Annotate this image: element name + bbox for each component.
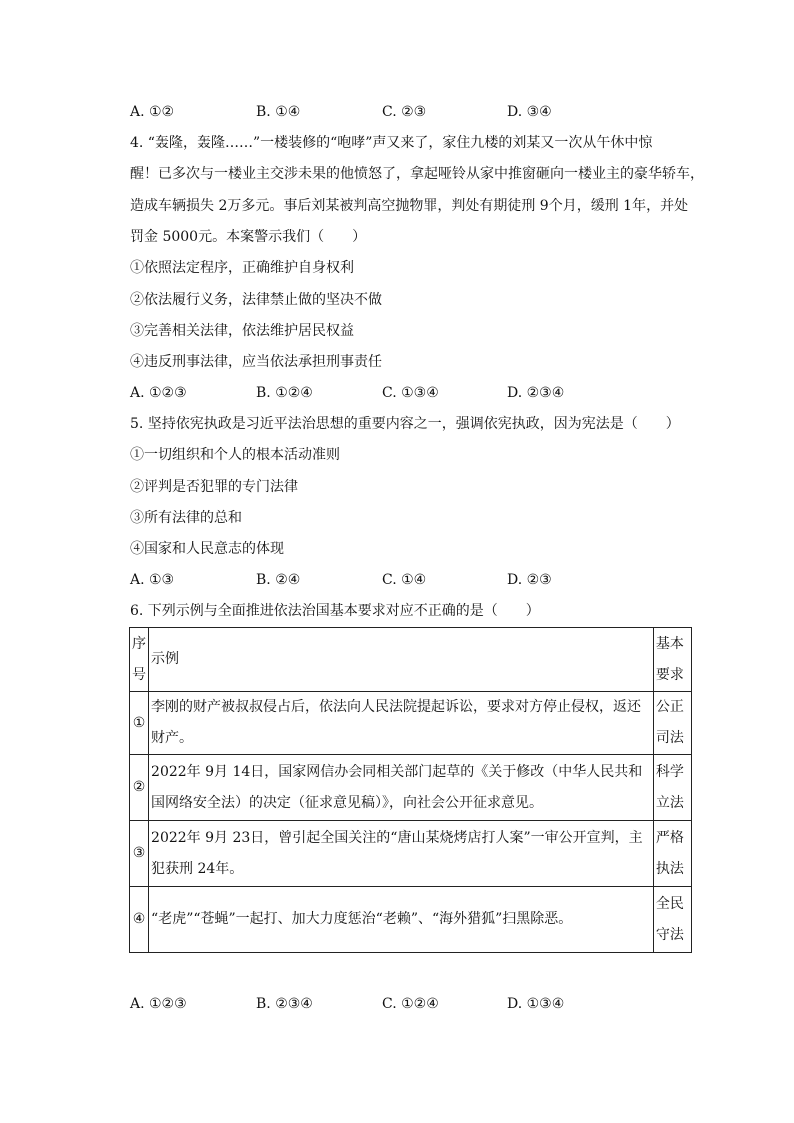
- table-row: [130, 887, 692, 953]
- q4-stem-line-4: 罚金 5000元。本案警示我们（ ）: [130, 229, 367, 245]
- row-example: 2022年 9月 14日，国家网信办会同相关部门起草的《关于修改（中华人民共和国网络安全法）的决定（征求意见稿）》，向社会公开征求意见。: [149, 755, 654, 821]
- header-example: 示例: [149, 628, 654, 692]
- q5-statement-3: ③所有法律的总和: [130, 510, 242, 526]
- q6-option-b[interactable]: B. ②③④: [256, 996, 313, 1012]
- q5-option-d[interactable]: D. ②③: [507, 572, 552, 588]
- q6-option-d[interactable]: D. ①③④: [507, 996, 565, 1012]
- q3-options: [130, 102, 650, 122]
- header-requirement: 基本要求: [653, 628, 691, 692]
- row-example: “老虎”“苍蝇”一起打、加大力度惩治“老赖”、“海外猎狐”扫黑除恶。: [149, 887, 654, 953]
- table-row: [130, 692, 692, 755]
- q3-option-b[interactable]: B. ①④: [256, 104, 301, 120]
- row-example: 2022年 9月 23日，曾引起全国关注的“唐山某烧烤店打人案”一审公开宣判，主犯获刑 24年。: [149, 821, 654, 887]
- row-requirement: 严格执法: [653, 821, 691, 887]
- row-num: ②: [130, 755, 149, 821]
- q5-statement-2: ②评判是否犯罪的专门法律: [130, 479, 298, 495]
- q4-options: [130, 383, 650, 403]
- q4-stem-line-1: 4. “轰隆，轰隆……”一楼装修的“咆哮”声又来了，家住九楼的刘某又一次从午休中惊: [130, 135, 653, 151]
- q3-option-a[interactable]: A. ①②: [130, 104, 175, 120]
- q6-option-c[interactable]: C. ①②④: [382, 996, 439, 1012]
- q4-statement-2: ②依法履行义务，法律禁止做的坚决不做: [130, 292, 382, 308]
- q6-stem: 6. 下列示例与全面推进依法治国基本要求对应不正确的是（ ）: [130, 603, 540, 619]
- q4-stem-line-2: 醒！已多次与一楼业主交涉未果的他愤怒了，拿起哑铃从家中推窗砸向一楼业主的豪华轿车，: [130, 166, 704, 182]
- q4-option-c[interactable]: C. ①③④: [382, 385, 439, 401]
- table-header-row: [130, 628, 692, 692]
- q5-statement-1: ①一切组织和个人的根本活动准则: [130, 447, 340, 463]
- q5-stem: 5. 坚持依宪执政是习近平法治思想的重要内容之一，强调依宪执政，因为宪法是（ ）: [130, 416, 680, 432]
- q5-options: [130, 570, 650, 590]
- q4-statement-3: ③完善相关法律，依法维护居民权益: [130, 323, 354, 339]
- q4-option-b[interactable]: B. ①②④: [256, 385, 313, 401]
- q4-option-a[interactable]: A. ①②③: [130, 385, 187, 401]
- header-num: 序号: [130, 628, 149, 692]
- q6-option-a[interactable]: A. ①②③: [130, 996, 187, 1012]
- q4-option-d[interactable]: D. ②③④: [507, 385, 565, 401]
- q4-stem-line-3: 造成车辆损失 2万多元。事后刘某被判高空抛物罪，判处有期徒刑 9个月，缓刑 1年，并处: [130, 198, 689, 214]
- q3-option-d[interactable]: D. ③④: [507, 104, 552, 120]
- q5-option-a[interactable]: A. ①③: [130, 572, 175, 588]
- q5-statement-4: ④国家和人民意志的体现: [130, 541, 284, 557]
- q5-option-b[interactable]: B. ②④: [256, 572, 301, 588]
- table-row: [130, 755, 692, 821]
- q5-option-c[interactable]: C. ①④: [382, 572, 427, 588]
- row-num: ④: [130, 887, 149, 953]
- row-requirement: 公正司法: [653, 692, 691, 755]
- row-requirement: 全民守法: [653, 887, 691, 953]
- table-row: [130, 821, 692, 887]
- q4-statement-4: ④违反刑事法律，应当依法承担刑事责任: [130, 354, 382, 370]
- q4-statement-1: ①依照法定程序，正确维护自身权利: [130, 260, 354, 276]
- row-requirement: 科学立法: [653, 755, 691, 821]
- q6-options: [130, 994, 650, 1014]
- row-num: ③: [130, 821, 149, 887]
- q6-table: [129, 627, 692, 953]
- row-example: 李刚的财产被叔叔侵占后，依法向人民法院提起诉讼，要求对方停止侵权，返还财产。: [149, 692, 654, 755]
- q3-option-c[interactable]: C. ②③: [382, 104, 427, 120]
- row-num: ①: [130, 692, 149, 755]
